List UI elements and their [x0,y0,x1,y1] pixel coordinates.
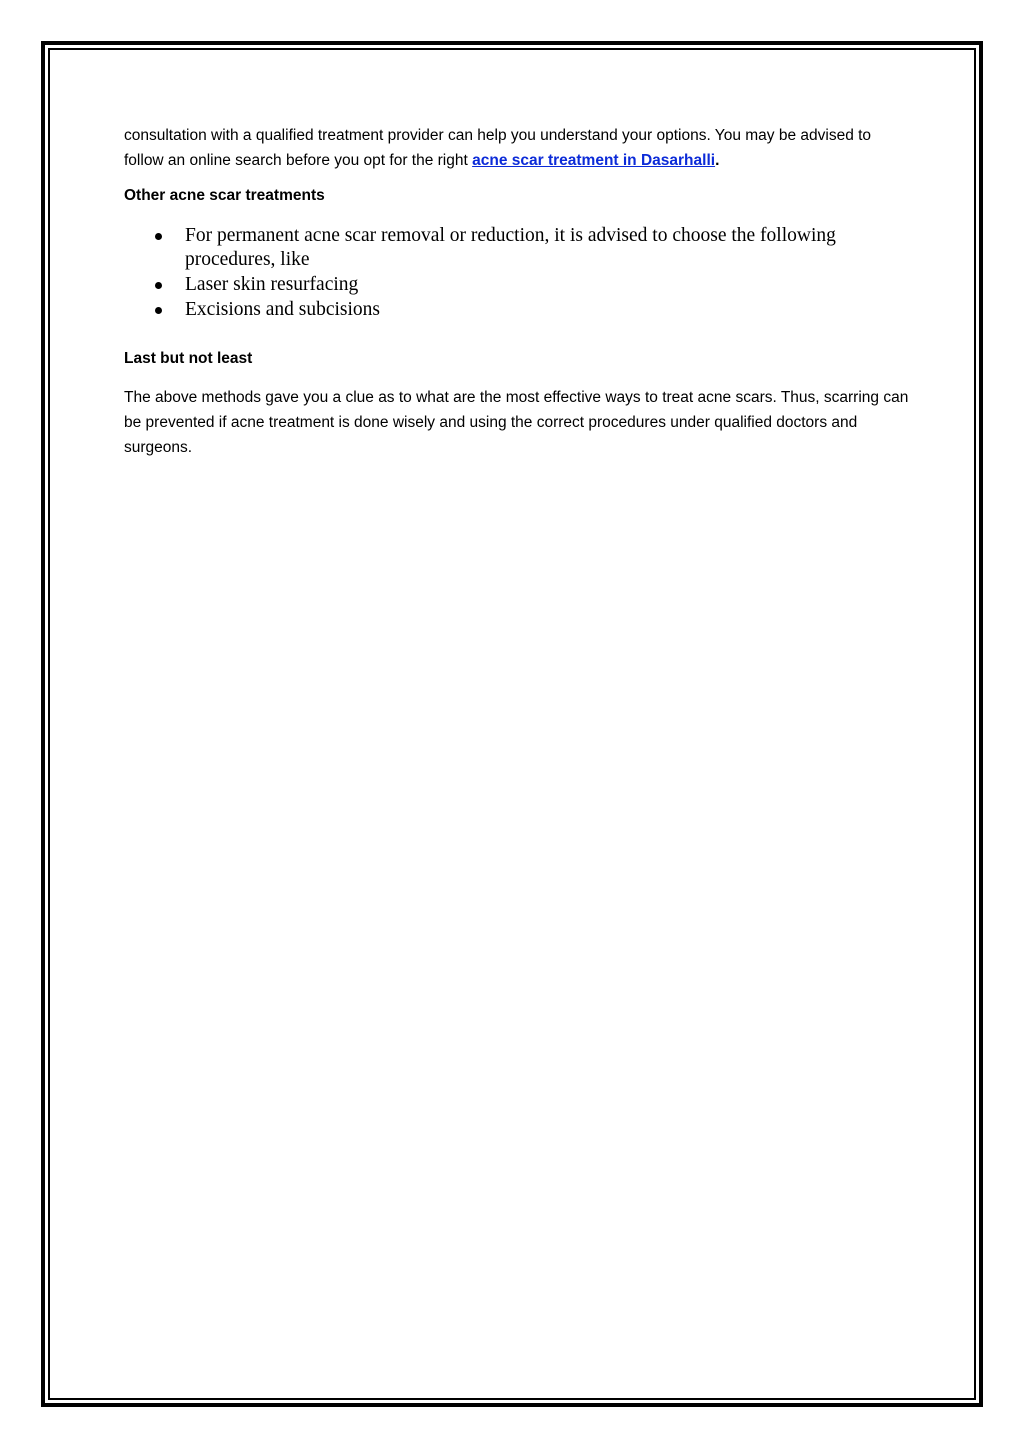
heading-other-treatments: Other acne scar treatments [124,187,325,204]
bullet-icon [155,282,162,289]
list-item [124,298,914,322]
treatment-link[interactable]: acne scar treatment in Dasarhalli [472,152,716,169]
intro-text: consultation with a qualified treatment provider can help you understand your options. You may be advised to follow an online search before you opt for the right [124,127,872,169]
intro-period: . [715,152,720,169]
bullet-icon [155,233,162,240]
list-item-text: Excisions and subcisions [185,299,380,320]
document-body [124,123,914,460]
treatment-list [124,224,914,322]
intro-paragraph [124,123,914,173]
bullet-icon [155,307,162,314]
list-item [124,224,914,272]
list-item-text: For permanent acne scar removal or reduction, it is advised to choose the following procedures, like [185,225,836,270]
heading-last-but-not-least: Last but not least [124,350,253,367]
list-item [124,273,914,297]
list-item-text: Laser skin resurfacing [185,274,359,295]
closing-paragraph: The above methods gave you a clue as to what are the most effective ways to treat acne scars. Thus, scarring can be prevented if acne treatment is done wisely and using the correct procedures under qualified doctors and surgeons. [124,389,909,456]
